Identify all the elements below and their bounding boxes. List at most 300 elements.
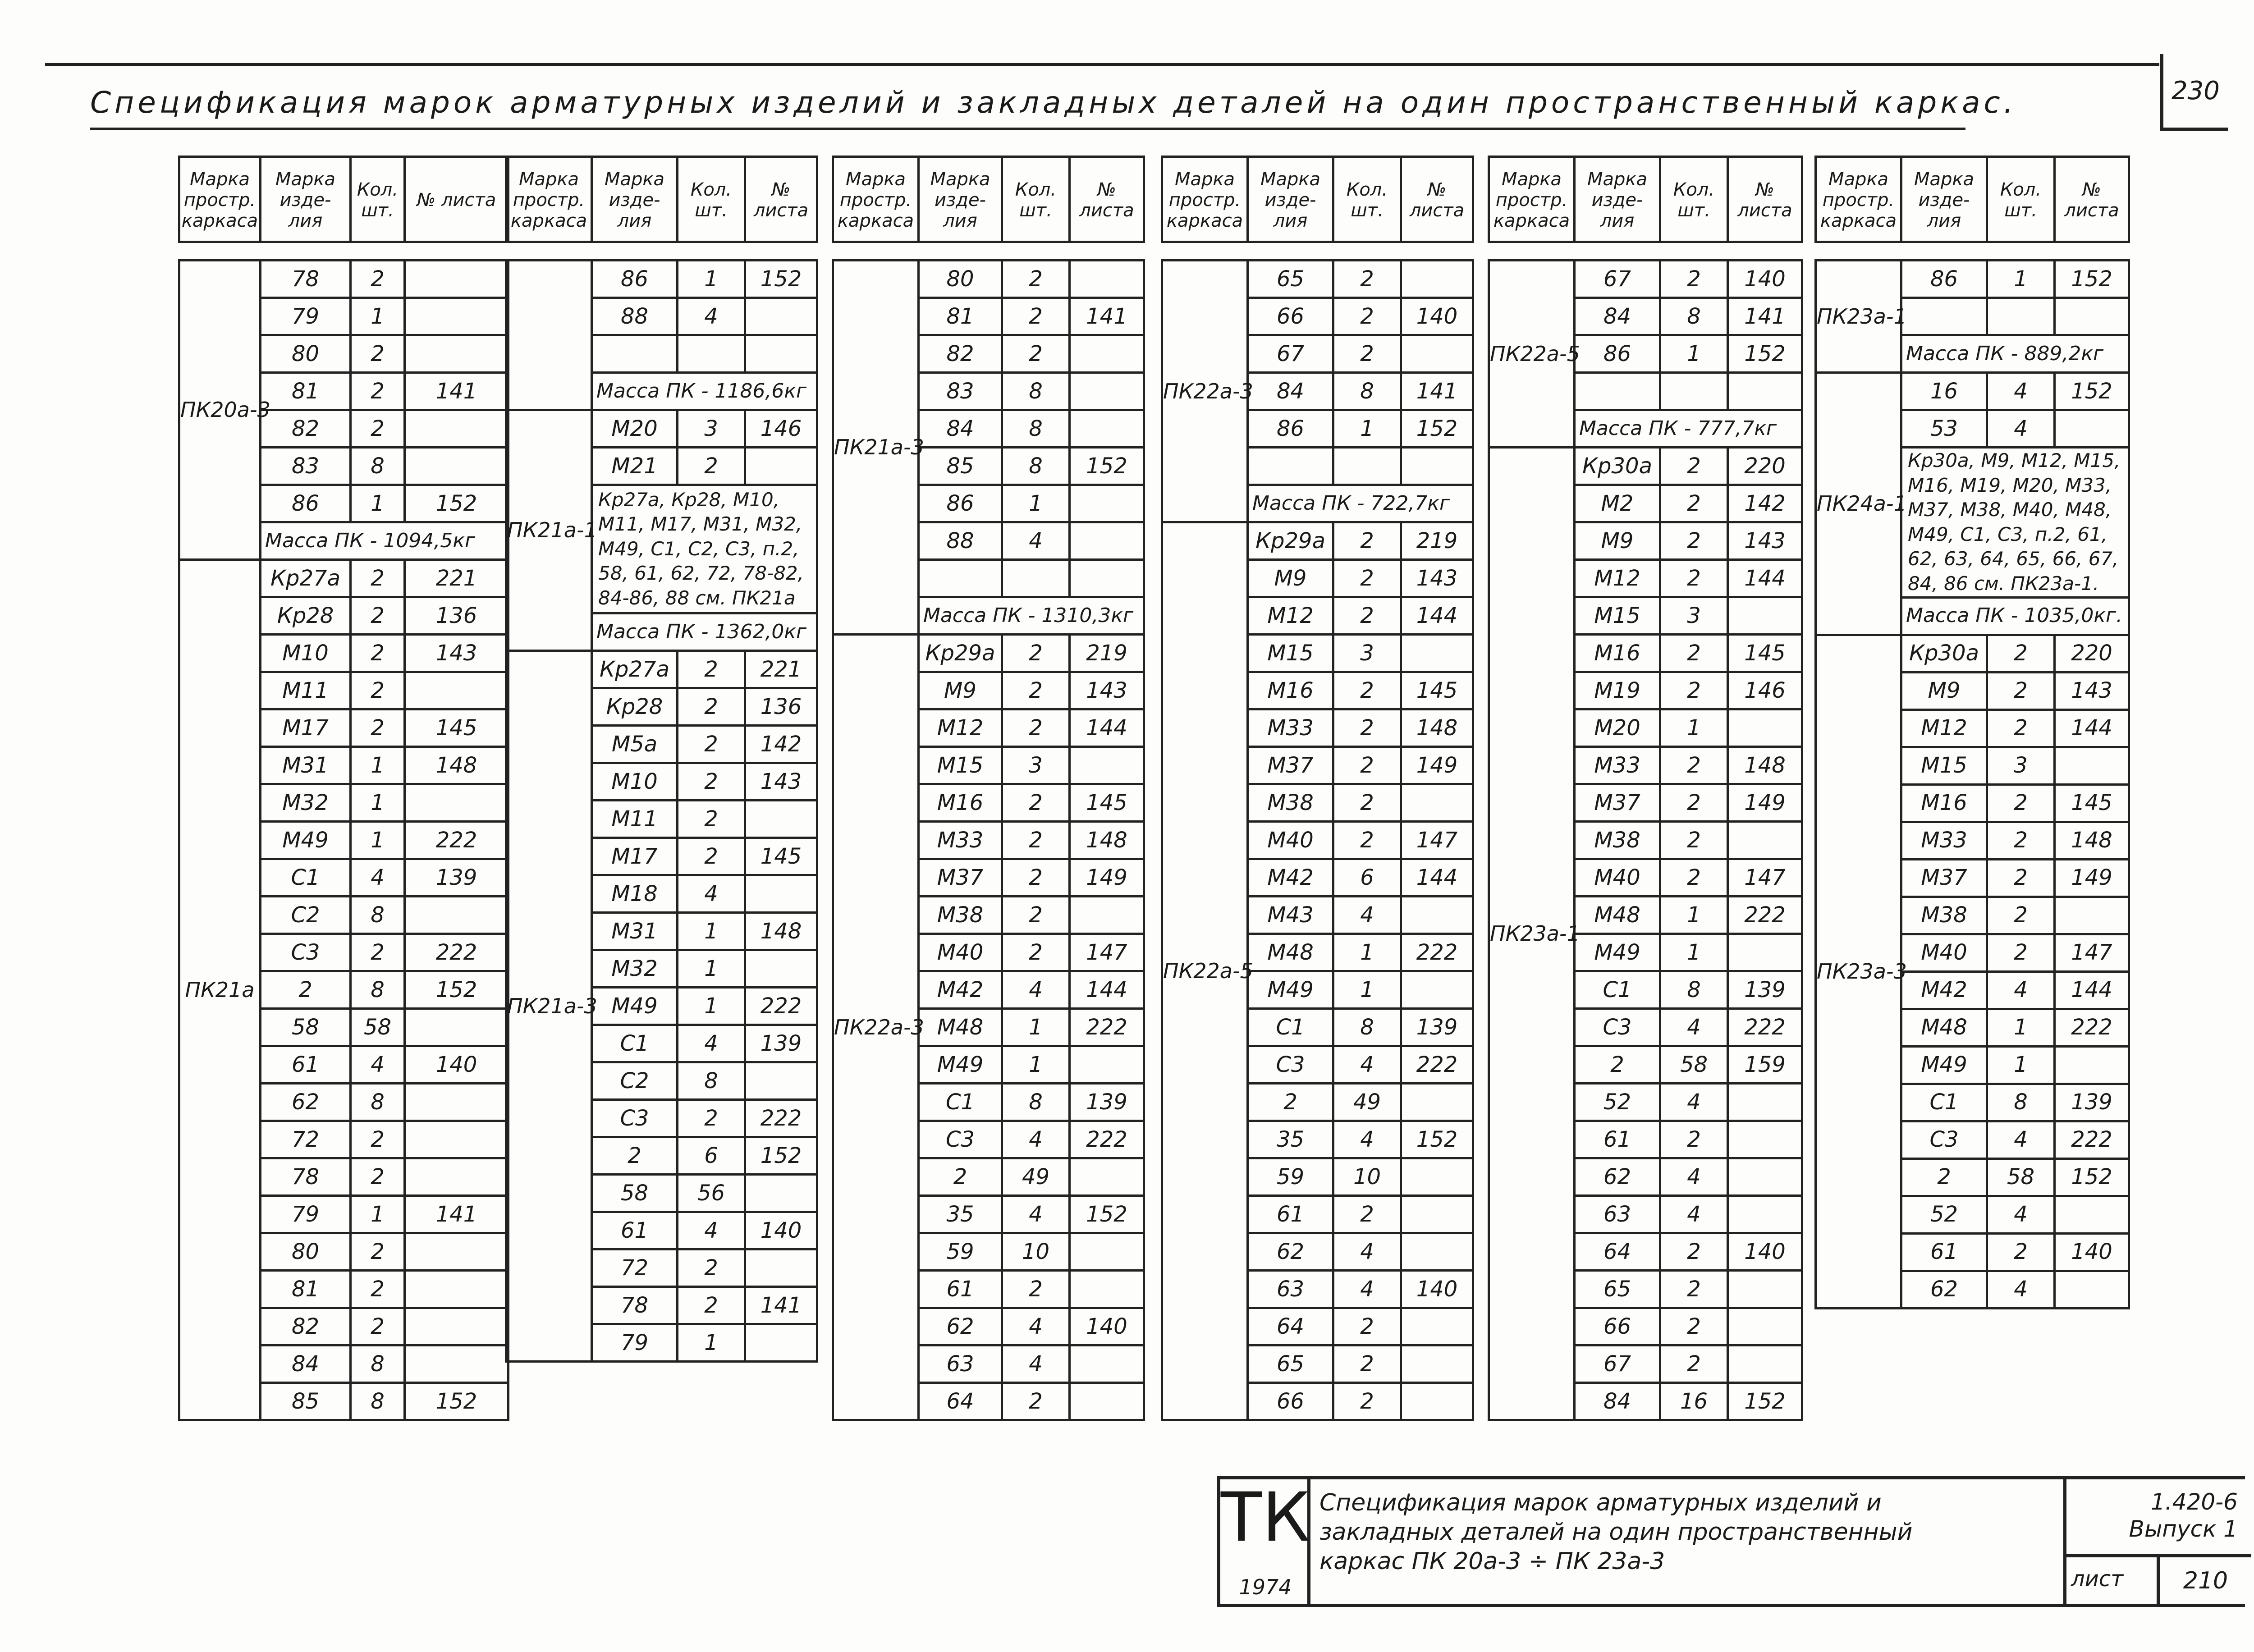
item-mark: М31 — [592, 913, 678, 950]
quantity: 1 — [351, 747, 405, 784]
sheet-number — [1070, 1271, 1144, 1308]
sheet-number — [745, 875, 817, 913]
sheet-number: 143 — [1401, 560, 1473, 597]
top-border-line — [45, 63, 2159, 66]
sheet-number — [405, 1308, 509, 1345]
item-mark: 63 — [919, 1345, 1002, 1383]
header-qty: Кол. шт. — [1002, 157, 1070, 242]
quantity: 2 — [351, 709, 405, 747]
item-mark: М48 — [1575, 897, 1660, 934]
quantity: 2 — [1002, 335, 1070, 373]
quantity: 2 — [351, 1233, 405, 1271]
quantity: 1 — [678, 1324, 745, 1362]
quantity: 4 — [1333, 897, 1401, 934]
spec-table — [505, 156, 818, 1363]
sheet-number: 152 — [1728, 1383, 1802, 1420]
sheet-number — [1728, 822, 1802, 859]
item-mark: 52 — [1901, 1196, 1987, 1233]
item-mark: М38 — [919, 897, 1002, 934]
sheet-number: 222 — [405, 822, 509, 859]
item-mark: М17 — [592, 838, 678, 875]
sheet-number: 152 — [1401, 410, 1473, 448]
item-mark: 66 — [1575, 1308, 1660, 1345]
spec-table — [1161, 156, 1474, 1421]
item-mark: М20 — [1575, 709, 1660, 747]
sheet-number: 222 — [1728, 897, 1802, 934]
item-mark: 62 — [1575, 1158, 1660, 1196]
quantity: 2 — [1987, 859, 2055, 897]
quantity — [1987, 298, 2055, 335]
title-block — [1217, 1476, 2245, 1607]
item-mark: 53 — [1901, 410, 1987, 448]
quantity: 3 — [678, 410, 745, 448]
quantity: 1 — [1660, 335, 1728, 373]
item-mark: 81 — [261, 1271, 351, 1308]
stamp-org-code: ТК — [1220, 1478, 1310, 1557]
item-mark: М32 — [261, 784, 351, 822]
item-mark: 66 — [1248, 298, 1333, 335]
quantity: 4 — [1987, 971, 2055, 1009]
quantity: 2 — [1002, 1271, 1070, 1308]
sheet-number: 149 — [1728, 784, 1802, 822]
item-mark: 84 — [1575, 1383, 1660, 1420]
sheet-number — [745, 1175, 817, 1212]
item-mark: 16 — [1901, 373, 1987, 410]
reference-note: Кр27а, Кр28, М10, М11, М17, М31, М32, М49, С1, С2, С3, п.2, 58, 61, 62, 72, 78-82, 84-86, 88 см. ПК21а — [592, 485, 817, 613]
item-mark: 2 — [592, 1137, 678, 1175]
item-mark: 63 — [1248, 1271, 1333, 1308]
sheet-number — [745, 950, 817, 988]
quantity: 8 — [351, 1084, 405, 1121]
table-row — [506, 261, 817, 298]
item-mark: С1 — [1901, 1084, 1987, 1121]
item-mark: 88 — [919, 522, 1002, 560]
quantity: 4 — [1002, 1121, 1070, 1158]
item-mark: М15 — [1575, 597, 1660, 635]
stamp-org-cell — [1220, 1479, 1310, 1604]
sheet-number: 220 — [1728, 448, 1802, 485]
header-sheet: № листа — [2055, 157, 2129, 242]
table-row — [833, 635, 1144, 672]
item-mark: 86 — [1575, 335, 1660, 373]
item-mark: 64 — [1575, 1233, 1660, 1271]
sheet-number — [1401, 1158, 1473, 1196]
quantity: 2 — [1333, 298, 1401, 335]
item-mark: М42 — [1901, 971, 1987, 1009]
sheet-number — [745, 1324, 817, 1362]
quantity — [678, 335, 745, 373]
spacer-row — [506, 242, 817, 261]
frame-mark: ПК23а-3 — [1816, 635, 1901, 1308]
quantity: 2 — [678, 448, 745, 485]
quantity: 2 — [1660, 261, 1728, 298]
sheet-number: 145 — [1401, 672, 1473, 709]
item-mark: М37 — [919, 859, 1002, 897]
item-mark: 78 — [261, 261, 351, 298]
sheet-number: 140 — [2055, 1233, 2129, 1271]
quantity: 2 — [1002, 709, 1070, 747]
quantity: 1 — [1002, 1009, 1070, 1046]
item-mark: 79 — [592, 1324, 678, 1362]
item-mark: М15 — [919, 747, 1002, 784]
item-mark: 2 — [1575, 1046, 1660, 1084]
quantity: 2 — [1660, 859, 1728, 897]
quantity: 2 — [1333, 560, 1401, 597]
frame-mark: ПК21а — [179, 560, 261, 1420]
item-mark: М10 — [592, 763, 678, 801]
item-mark: 65 — [1248, 1345, 1333, 1383]
quantity: 2 — [1333, 597, 1401, 635]
sheet-number — [1070, 261, 1144, 298]
item-mark: М12 — [1575, 560, 1660, 597]
sheet-number — [1728, 1196, 1802, 1233]
sheet-number: 152 — [2055, 1158, 2129, 1196]
frame-mark: ПК21а-3 — [506, 651, 592, 1362]
sheet-number: 139 — [1401, 1009, 1473, 1046]
stamp-right-cell — [2063, 1479, 2248, 1604]
quantity: 2 — [678, 1249, 745, 1287]
item-mark: 64 — [919, 1383, 1002, 1420]
sheet-number — [1070, 373, 1144, 410]
quantity: 1 — [1660, 709, 1728, 747]
quantity: 8 — [1333, 373, 1401, 410]
quantity: 8 — [1002, 373, 1070, 410]
quantity: 58 — [351, 1009, 405, 1046]
sheet-number — [745, 448, 817, 485]
quantity: 2 — [1660, 822, 1728, 859]
table-row — [1489, 448, 1802, 485]
item-mark: М5а — [592, 726, 678, 763]
quantity: 2 — [1002, 934, 1070, 971]
sheet-number — [1401, 1345, 1473, 1383]
table-row — [506, 651, 817, 688]
quantity: 1 — [351, 485, 405, 522]
frame-mark — [506, 261, 592, 410]
quantity: 2 — [351, 597, 405, 635]
item-mark: М11 — [261, 672, 351, 709]
quantity: 8 — [351, 1345, 405, 1383]
sheet-number — [405, 897, 509, 934]
sheet-number: 141 — [1070, 298, 1144, 335]
quantity: 2 — [1987, 672, 2055, 709]
mass-total: Масса ПК - 1094,5кг — [261, 522, 509, 560]
quantity: 2 — [1660, 1308, 1728, 1345]
item-mark: М40 — [1901, 934, 1987, 971]
sheet-number — [1728, 373, 1802, 410]
quantity: 4 — [1987, 410, 2055, 448]
table-row — [1162, 522, 1473, 560]
mass-total: Масса ПК - 1310,3кг — [919, 597, 1144, 635]
spacer-row — [1162, 242, 1473, 261]
table-row — [833, 261, 1144, 298]
sheet-number — [745, 1062, 817, 1100]
quantity: 4 — [1660, 1084, 1728, 1121]
quantity: 2 — [351, 1158, 405, 1196]
spec-table — [1488, 156, 1803, 1421]
quantity: 2 — [1333, 335, 1401, 373]
quantity: 1 — [1333, 971, 1401, 1009]
item-mark: Кр29а — [1248, 522, 1333, 560]
quantity: 2 — [1660, 1121, 1728, 1158]
frame-mark: ПК21а-3 — [833, 261, 919, 635]
sheet-number: 219 — [1401, 522, 1473, 560]
quantity: 8 — [1660, 298, 1728, 335]
quantity: 2 — [678, 763, 745, 801]
quantity: 2 — [1660, 448, 1728, 485]
item-mark: 86 — [919, 485, 1002, 522]
item-mark: 88 — [592, 298, 678, 335]
sheet-number: 222 — [1070, 1121, 1144, 1158]
sheet-number — [2055, 1196, 2129, 1233]
sheet-number — [1070, 897, 1144, 934]
sheet-number: 148 — [2055, 822, 2129, 859]
item-mark: М37 — [1901, 859, 1987, 897]
item-mark: М48 — [1248, 934, 1333, 971]
quantity: 3 — [1660, 597, 1728, 635]
quantity: 1 — [1660, 934, 1728, 971]
quantity: 2 — [1660, 1345, 1728, 1383]
quantity: 2 — [1002, 1383, 1070, 1420]
table-row — [179, 560, 509, 597]
stamp-sheet-row — [2066, 1554, 2251, 1604]
quantity: 4 — [1333, 1271, 1401, 1308]
quantity: 8 — [351, 971, 405, 1009]
quantity: 2 — [1987, 934, 2055, 971]
quantity: 1 — [678, 913, 745, 950]
header-qty: Кол. шт. — [351, 157, 405, 242]
table-row — [1816, 261, 2129, 298]
item-mark: 2 — [919, 1158, 1002, 1196]
item-mark: 59 — [1248, 1158, 1333, 1196]
item-mark: 84 — [919, 410, 1002, 448]
sheet-number: 222 — [745, 988, 817, 1025]
sheet-number — [1070, 410, 1144, 448]
sheet-number — [745, 335, 817, 373]
item-mark: М49 — [1248, 971, 1333, 1009]
item-mark: М12 — [919, 709, 1002, 747]
quantity: 4 — [1002, 971, 1070, 1009]
quantity: 2 — [351, 410, 405, 448]
quantity: 2 — [678, 688, 745, 726]
header-frame: Марка простр. каркаса — [1162, 157, 1248, 242]
item-mark: М16 — [919, 784, 1002, 822]
sheet-number — [1401, 635, 1473, 672]
item-mark: М33 — [1575, 747, 1660, 784]
quantity: 4 — [678, 298, 745, 335]
header-frame: Марка простр. каркаса — [1489, 157, 1575, 242]
item-mark: С2 — [261, 897, 351, 934]
title-underline — [90, 128, 1965, 130]
quantity: 58 — [1660, 1046, 1728, 1084]
header-sheet: № листа — [1401, 157, 1473, 242]
sheet-number: 222 — [1401, 934, 1473, 971]
mass-total: Масса ПК - 777,7кг — [1575, 410, 1802, 448]
sheet-number: 141 — [745, 1287, 817, 1324]
item-mark: 35 — [1248, 1121, 1333, 1158]
quantity: 1 — [1002, 1046, 1070, 1084]
quantity: 4 — [1987, 1121, 2055, 1158]
item-mark: 72 — [261, 1121, 351, 1158]
item-mark: 2 — [1248, 1084, 1333, 1121]
item-mark: Кр28 — [592, 688, 678, 726]
quantity: 8 — [351, 1383, 405, 1420]
table-row — [506, 410, 817, 448]
sheet-number — [1070, 335, 1144, 373]
item-mark: М19 — [1575, 672, 1660, 709]
sheet-number: 140 — [1728, 261, 1802, 298]
sheet-number: 139 — [1070, 1084, 1144, 1121]
sheet-number: 145 — [745, 838, 817, 875]
item-mark: М48 — [1901, 1009, 1987, 1046]
quantity: 2 — [351, 1121, 405, 1158]
spec-table — [178, 156, 509, 1421]
sheet-number — [1728, 1308, 1802, 1345]
item-mark: 84 — [1248, 373, 1333, 410]
spacer-row — [1489, 242, 1802, 261]
quantity: 4 — [1333, 1046, 1401, 1084]
sheet-number — [1401, 1084, 1473, 1121]
quantity: 4 — [1333, 1121, 1401, 1158]
page-number: 230 — [2160, 54, 2228, 131]
item-mark: М42 — [1248, 859, 1333, 897]
quantity: 4 — [678, 875, 745, 913]
quantity: 4 — [1987, 1271, 2055, 1308]
page-title: Спецификация марок арматурных изделий и закладных деталей на один пространственный каркас. — [90, 85, 2017, 120]
item-mark: 81 — [261, 373, 351, 410]
sheet-number: 143 — [405, 635, 509, 672]
item-mark: М21 — [592, 448, 678, 485]
sheet-number — [745, 298, 817, 335]
item-mark — [1248, 448, 1333, 485]
item-mark: 2 — [1901, 1158, 1987, 1196]
item-mark: 86 — [592, 261, 678, 298]
quantity: 16 — [1660, 1383, 1728, 1420]
quantity: 1 — [1987, 1046, 2055, 1084]
item-mark: М37 — [1248, 747, 1333, 784]
quantity: 3 — [1333, 635, 1401, 672]
item-mark: М33 — [1248, 709, 1333, 747]
sheet-number: 152 — [745, 1137, 817, 1175]
item-mark: 67 — [1575, 261, 1660, 298]
quantity: 2 — [1333, 1345, 1401, 1383]
header-frame: Марка простр. каркаса — [506, 157, 592, 242]
stamp-sheet-label: лист — [2071, 1566, 2124, 1592]
quantity: 49 — [1002, 1158, 1070, 1196]
item-mark: С3 — [592, 1100, 678, 1137]
sheet-number: 144 — [1401, 859, 1473, 897]
header-sheet: № листа — [1728, 157, 1802, 242]
spacer-row — [1816, 242, 2129, 261]
quantity: 2 — [351, 335, 405, 373]
item-mark: С2 — [592, 1062, 678, 1100]
item-mark: С3 — [261, 934, 351, 971]
item-mark: М49 — [919, 1046, 1002, 1084]
quantity: 58 — [1987, 1158, 2055, 1196]
item-mark: С1 — [1575, 971, 1660, 1009]
item-mark — [592, 335, 678, 373]
quantity: 2 — [1660, 747, 1728, 784]
item-mark: М20 — [592, 410, 678, 448]
item-mark: 85 — [919, 448, 1002, 485]
sheet-number — [405, 261, 509, 298]
quantity: 8 — [1002, 1084, 1070, 1121]
sheet-number — [405, 1121, 509, 1158]
sheet-number: 220 — [2055, 635, 2129, 672]
sheet-number — [1728, 934, 1802, 971]
header-item: Марка изде- лия — [592, 157, 678, 242]
item-mark: М38 — [1248, 784, 1333, 822]
item-mark: Кр27а — [261, 560, 351, 597]
sheet-number: 152 — [2055, 261, 2129, 298]
sheet-number: 148 — [1728, 747, 1802, 784]
sheet-number — [2055, 897, 2129, 934]
item-mark: 64 — [1248, 1308, 1333, 1345]
item-mark: М49 — [1575, 934, 1660, 971]
quantity: 4 — [351, 859, 405, 897]
sheet-number: 141 — [1728, 298, 1802, 335]
sheet-number — [1070, 1383, 1144, 1420]
quantity: 2 — [1333, 1383, 1401, 1420]
sheet-number — [1070, 1233, 1144, 1271]
sheet-number: 152 — [405, 485, 509, 522]
item-mark: С3 — [1575, 1009, 1660, 1046]
item-mark: М49 — [261, 822, 351, 859]
sheet-number — [405, 1233, 509, 1271]
item-mark: М18 — [592, 875, 678, 913]
sheet-number: 145 — [2055, 784, 2129, 822]
quantity: 2 — [1002, 897, 1070, 934]
item-mark: М49 — [1901, 1046, 1987, 1084]
item-mark: 84 — [1575, 298, 1660, 335]
quantity: 2 — [1660, 1233, 1728, 1271]
quantity: 8 — [1002, 410, 1070, 448]
sheet-number: 143 — [1070, 672, 1144, 709]
table-row — [179, 261, 509, 298]
sheet-number: 143 — [2055, 672, 2129, 709]
sheet-number: 141 — [405, 1196, 509, 1233]
sheet-number — [2055, 1046, 2129, 1084]
sheet-number: 144 — [1728, 560, 1802, 597]
mass-total: Масса ПК - 1362,0кг — [592, 613, 817, 651]
item-mark: М31 — [261, 747, 351, 784]
item-mark: 82 — [261, 410, 351, 448]
item-mark — [1575, 373, 1660, 410]
item-mark: М40 — [919, 934, 1002, 971]
item-mark: М9 — [1575, 522, 1660, 560]
item-mark: М38 — [1901, 897, 1987, 934]
sheet-number: 140 — [1728, 1233, 1802, 1271]
stamp-doc-code: 1.420-6 — [2151, 1489, 2238, 1515]
sheet-number — [745, 1249, 817, 1287]
quantity: 2 — [1333, 261, 1401, 298]
quantity: 1 — [1660, 897, 1728, 934]
quantity: 2 — [1333, 1308, 1401, 1345]
quantity: 4 — [1002, 1308, 1070, 1345]
quantity: 4 — [1333, 1233, 1401, 1271]
sheet-number: 144 — [1070, 709, 1144, 747]
item-mark: 82 — [919, 335, 1002, 373]
sheet-number: 222 — [2055, 1009, 2129, 1046]
sheet-number: 141 — [1401, 373, 1473, 410]
quantity: 2 — [678, 801, 745, 838]
sheet-number: 139 — [405, 859, 509, 897]
header-sheet: № листа — [405, 157, 509, 242]
quantity: 4 — [1660, 1158, 1728, 1196]
quantity: 1 — [1002, 485, 1070, 522]
item-mark: 80 — [261, 335, 351, 373]
quantity: 2 — [1333, 522, 1401, 560]
frame-mark: ПК21а-1 — [506, 410, 592, 651]
